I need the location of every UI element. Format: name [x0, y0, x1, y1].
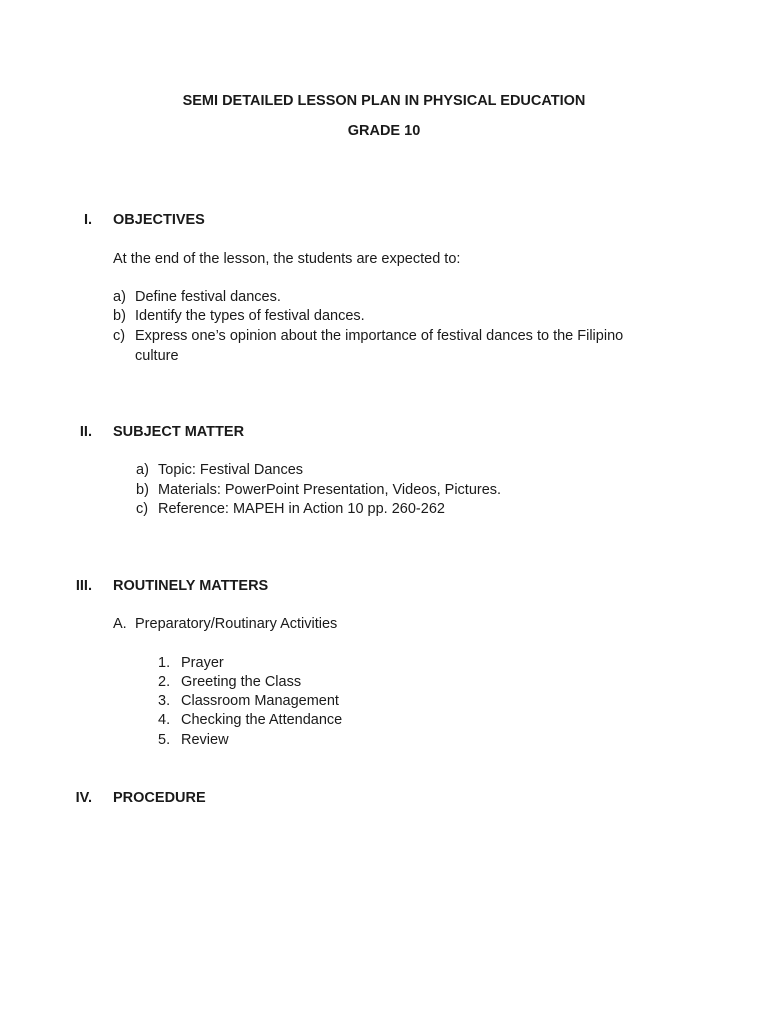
subsection-marker: A.	[113, 616, 127, 632]
list-marker: c)	[113, 328, 126, 344]
section-heading: PROCEDURE	[113, 790, 206, 806]
list-marker: c)	[136, 501, 149, 517]
list-marker: 2.	[158, 674, 171, 690]
list-marker: b)	[136, 482, 149, 498]
document-grade: GRADE 10	[347, 123, 421, 139]
section-numeral: IV.	[75, 790, 92, 806]
list-marker: a)	[113, 289, 126, 305]
objectives-intro: At the end of the lesson, the students are expected to:	[113, 251, 461, 267]
section-heading: ROUTINELY MATTERS	[113, 578, 269, 594]
list-item-text-continued: culture	[135, 348, 179, 364]
list-item-text: Materials: PowerPoint Presentation, Videos, Pictures.	[158, 482, 502, 498]
list-item-text: Classroom Management	[181, 693, 339, 709]
list-item-text: Define festival dances.	[135, 289, 281, 305]
list-marker: 5.	[158, 732, 171, 748]
list-item-text: Identify the types of festival dances.	[135, 308, 365, 324]
section-numeral: I.	[83, 212, 92, 228]
list-marker: a)	[136, 462, 149, 478]
section-numeral: III.	[75, 578, 92, 594]
section-numeral: II.	[79, 424, 92, 440]
list-marker: 3.	[158, 693, 171, 709]
list-item-text: Express one’s opinion about the importance of festival dances to the Filipino	[135, 328, 624, 344]
list-marker: b)	[113, 308, 126, 324]
list-item-text: Review	[181, 732, 229, 748]
list-marker: 1.	[158, 655, 171, 671]
section-heading: SUBJECT MATTER	[113, 424, 245, 440]
section-heading: OBJECTIVES	[113, 212, 205, 228]
list-item-text: Greeting the Class	[181, 674, 302, 690]
list-item-text: Reference: MAPEH in Action 10 pp. 260-262	[158, 501, 445, 517]
document-title: SEMI DETAILED LESSON PLAN IN PHYSICAL EDUCATION	[182, 93, 586, 109]
list-item-text: Checking the Attendance	[181, 712, 343, 728]
list-marker: 4.	[158, 712, 171, 728]
list-item-text: Prayer	[181, 655, 224, 671]
list-item-text: Topic: Festival Dances	[158, 462, 304, 478]
subsection-heading: Preparatory/Routinary Activities	[135, 616, 338, 632]
